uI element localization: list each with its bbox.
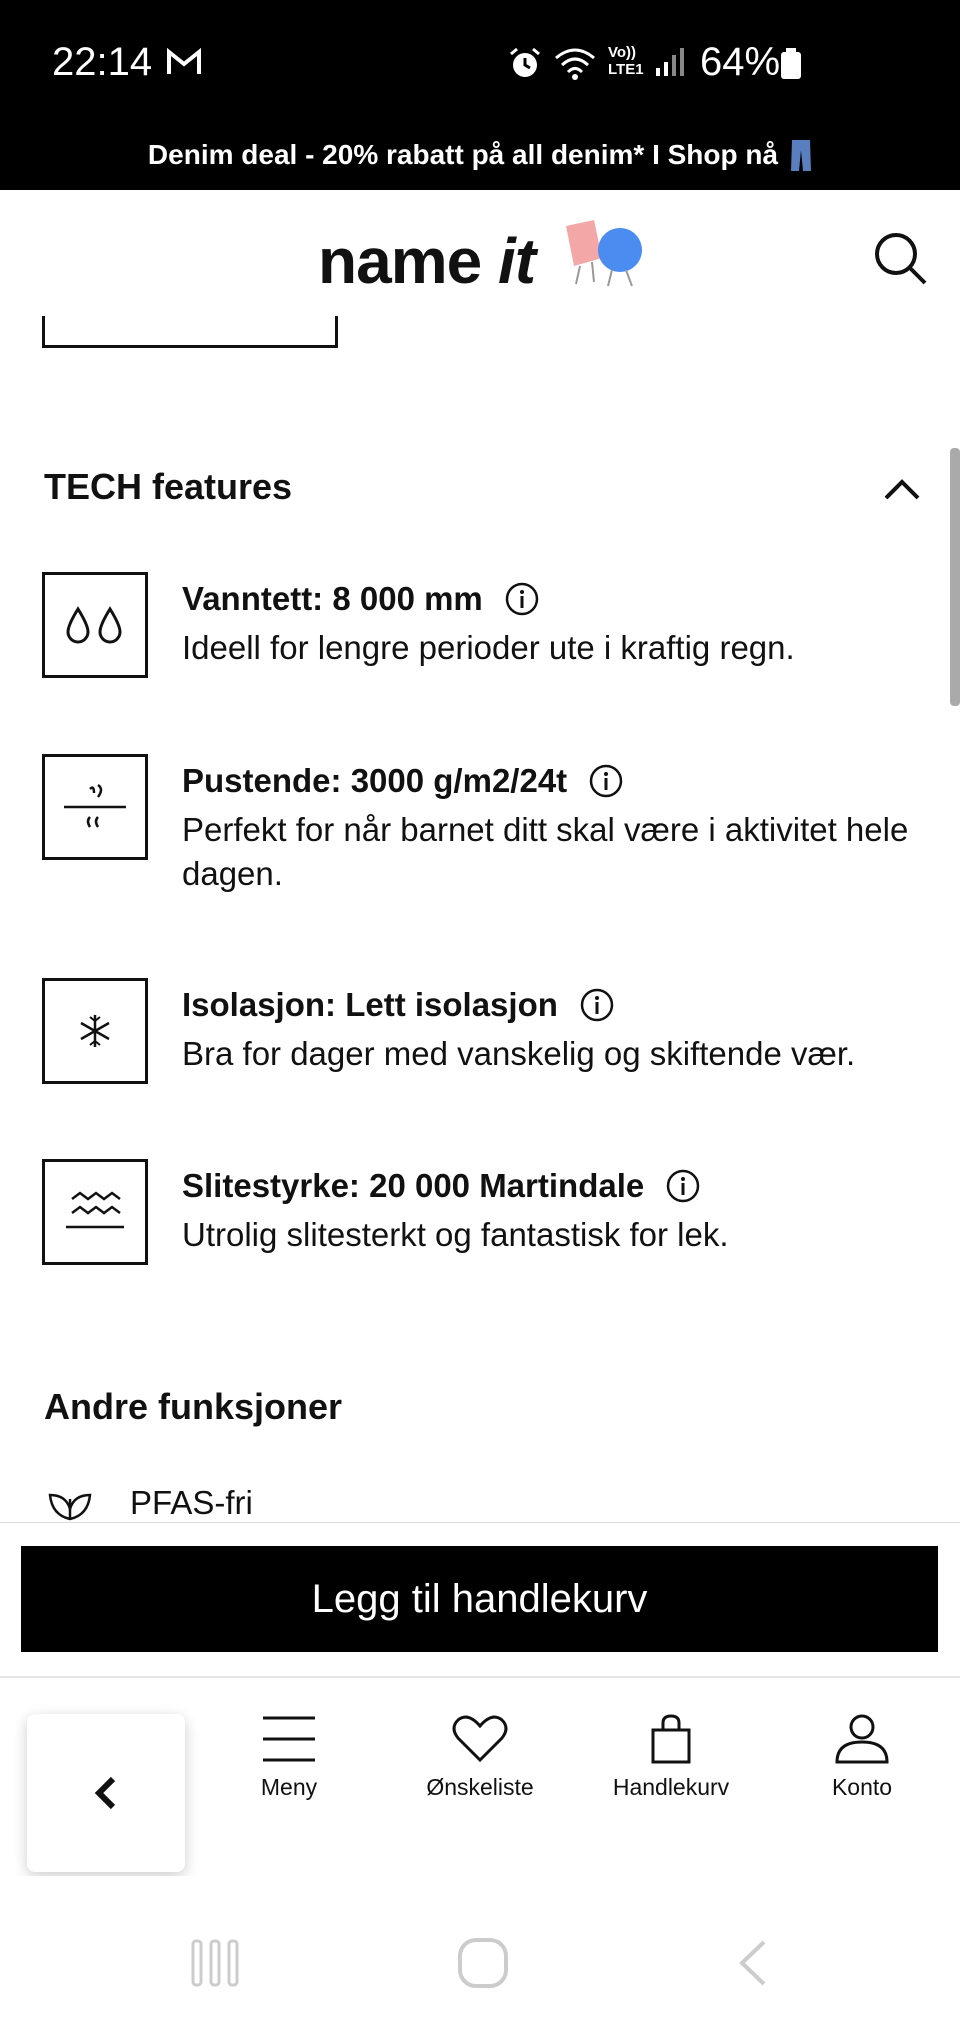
recent-apps-icon[interactable]	[190, 1938, 240, 1988]
status-bar	[0, 0, 960, 120]
feature-desc: Utrolig slitesterkt og fantastisk for lek.	[182, 1216, 729, 1253]
jeans-icon	[790, 138, 812, 172]
chevron-up-icon[interactable]	[880, 470, 924, 506]
feature-title-text: Vanntett: 8 000 mm	[182, 580, 483, 617]
battery-icon	[780, 48, 802, 80]
brand-logo[interactable]	[318, 224, 535, 298]
feature-title-text: Isolasjon: Lett isolasjon	[182, 986, 558, 1023]
promo-text: Denim deal - 20% rabatt på all denim* I Shop nå	[147, 139, 779, 170]
info-icon[interactable]	[666, 1169, 700, 1203]
feature-title-text: Pustende: 3000 g/m2/24t	[182, 762, 568, 799]
feature-desc: Bra for dager med vanskelig og skiftende vær.	[182, 1035, 856, 1072]
system-nav-bar	[0, 1876, 960, 2027]
back-nav-icon[interactable]	[734, 1938, 770, 1988]
breathable-icon	[42, 754, 148, 860]
info-icon[interactable]	[589, 764, 623, 798]
site-header	[0, 190, 960, 320]
add-to-cart-button[interactable]: Legg til handlekurv	[21, 1546, 938, 1652]
logo-characters-icon	[560, 220, 650, 290]
info-icon[interactable]	[580, 988, 614, 1022]
nav-label: Konto	[831, 1774, 893, 1800]
user-icon	[834, 1714, 890, 1764]
chevron-left-icon	[91, 1773, 121, 1813]
feature-title	[182, 986, 614, 1024]
nav-wishlist[interactable]	[390, 1714, 570, 1801]
volte-label-top: Vo))	[608, 44, 637, 61]
nav-account[interactable]	[772, 1714, 952, 1801]
menu-icon	[261, 1714, 317, 1764]
heart-icon	[452, 1714, 508, 1764]
feature-desc: Ideell for lengre perioder ute i kraftig regn.	[182, 629, 795, 666]
alarm-icon	[508, 46, 542, 80]
info-icon[interactable]	[505, 582, 539, 616]
tech-features-title[interactable]: TECH features	[44, 466, 293, 507]
snowflake-icon	[42, 978, 148, 1084]
list-item	[48, 1484, 253, 1522]
feature-title	[182, 580, 539, 618]
back-button[interactable]	[27, 1714, 185, 1872]
volte-icon	[608, 44, 644, 78]
nav-label: Meny	[260, 1774, 318, 1800]
logo-it-text: it	[497, 225, 536, 297]
feature-desc: Perfekt for når barnet ditt skal være i aktivitet hele dagen.	[182, 811, 909, 892]
nav-menu[interactable]	[199, 1714, 379, 1801]
nav-cart[interactable]	[581, 1714, 761, 1801]
signal-icon	[654, 46, 686, 78]
volte-label-bottom: LTE1	[608, 61, 644, 78]
promo-banner[interactable]	[0, 120, 960, 190]
battery-percent: 64%	[700, 40, 781, 84]
leaf-icon	[48, 1485, 92, 1521]
list-item-label: PFAS-fri	[130, 1484, 253, 1521]
bottom-nav	[0, 1676, 960, 1876]
abrasion-icon	[42, 1159, 148, 1265]
home-icon[interactable]	[456, 1936, 510, 1990]
wifi-icon	[554, 48, 596, 80]
water-drops-icon	[42, 572, 148, 678]
feature-title	[182, 762, 623, 800]
bag-icon	[643, 1714, 699, 1764]
nav-label: Handlekurv	[612, 1774, 730, 1800]
feature-title	[182, 1167, 700, 1205]
feature-title-text: Slitestyrke: 20 000 Martindale	[182, 1167, 645, 1204]
logo-name-text: name	[318, 225, 498, 297]
status-time: 22:14	[52, 40, 153, 84]
partial-outline-box	[42, 316, 338, 348]
gmail-icon	[166, 46, 202, 78]
search-icon[interactable]	[872, 230, 928, 286]
other-functions-title: Andre funksjoner	[44, 1386, 343, 1427]
nav-label: Ønskeliste	[426, 1774, 534, 1800]
